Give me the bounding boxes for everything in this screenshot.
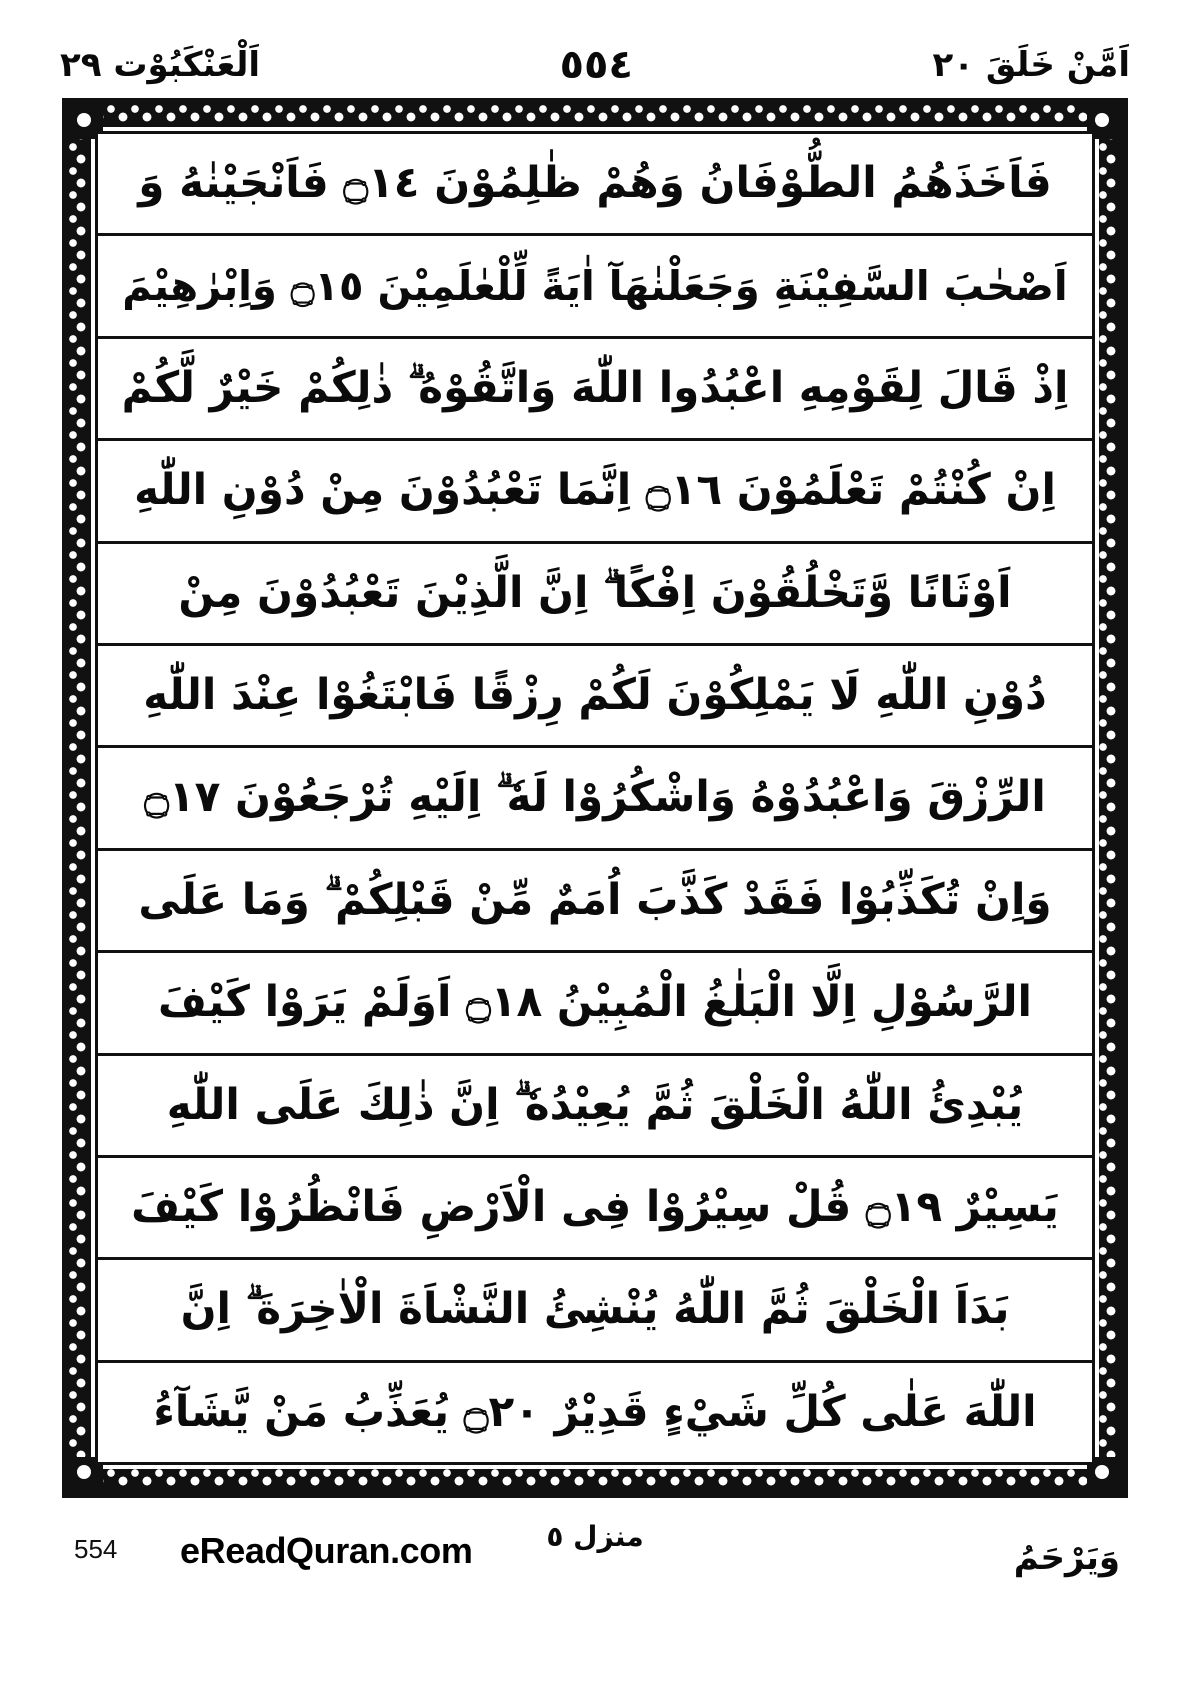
manzil-label: منزل ٥ xyxy=(546,1520,644,1553)
ayah-line xyxy=(98,544,1092,646)
ayah-line xyxy=(98,1260,1092,1362)
ayah-line xyxy=(98,1056,1092,1158)
scallop-motif-icon xyxy=(69,1469,1121,1491)
ayah-text: اِنْ كُنْتُمْ تَعْلَمُوْنَ ۝١٦ اِنَّمَا تَعْبُدُوْنَ مِنْ دُوْنِ اللّٰهِ xyxy=(134,465,1056,516)
ayah-text: وَاِنْ تُكَذِّبُوْا فَقَدْ كَذَّبَ اُمَمٌ مِّنْ قَبْلِكُمْ ۗ وَمَا عَلَى xyxy=(138,874,1052,925)
quran-text-panel xyxy=(95,131,1095,1465)
ayah-line xyxy=(98,339,1092,441)
ayah-text: اِذْ قَالَ لِقَوْمِهِ اعْبُدُوا اللّٰهَ وَاتَّقُوْهُ ۗ ذٰلِكُمْ خَيْرٌ لَّكُمْ xyxy=(121,362,1069,413)
page-footer xyxy=(60,1512,1130,1632)
page-number: 554 xyxy=(74,1534,118,1564)
ayah-text: يُبْدِئُ اللّٰهُ الْخَلْقَ ثُمَّ يُعِيْدُهٗ ۗ اِنَّ ذٰلِكَ عَلَى اللّٰهِ xyxy=(166,1079,1024,1130)
catchword: وَيَرْحَمُ xyxy=(1013,1538,1120,1578)
ayah-line xyxy=(98,441,1092,543)
ayah-text: الرَّسُوْلِ اِلَّا الْبَلٰغُ الْمُبِيْنُ ۝١٨ اَوَلَمْ يَرَوْا كَيْفَ xyxy=(158,977,1032,1028)
ayah-text: دُوْنِ اللّٰهِ لَا يَمْلِكُوْنَ لَكُمْ رِزْقًا فَابْتَغُوْا عِنْدَ اللّٰهِ xyxy=(143,670,1047,721)
border-band-top xyxy=(69,105,1121,127)
ayah-line xyxy=(98,1158,1092,1260)
ayah-text: بَدَاَ الْخَلْقَ ثُمَّ اللّٰهُ يُنْشِئُ النَّشْاَةَ الْاٰخِرَةَ ۗ اِنَّ xyxy=(180,1284,1010,1335)
scallop-motif-icon xyxy=(69,105,1121,127)
site-brand[interactable]: eReadQuran.com xyxy=(180,1530,473,1571)
ayah-line xyxy=(98,851,1092,953)
ayah-text: اللّٰهَ عَلٰى كُلِّ شَيْءٍ قَدِيْرٌ ۝٢٠ يُعَذِّبُ مَنْ يَّشَآءُ xyxy=(153,1386,1037,1437)
border-band-bottom xyxy=(69,1469,1121,1491)
ayah-text: اَوْثَانًا وَّتَخْلُقُوْنَ اِفْكًا ۗ اِنَّ الَّذِيْنَ تَعْبُدُوْنَ مِنْ xyxy=(178,567,1012,618)
border-band-left xyxy=(69,105,91,1491)
ayah-line xyxy=(98,1363,1092,1462)
scallop-motif-icon xyxy=(69,105,91,1491)
border-band-right xyxy=(1099,105,1121,1491)
ayah-line xyxy=(98,236,1092,338)
ayah-line xyxy=(98,646,1092,748)
ayah-text: فَاَخَذَهُمُ الطُّوْفَانُ وَهُمْ ظٰلِمُوْنَ ۝١٤ فَاَنْجَيْنٰهُ وَ xyxy=(138,158,1052,209)
page-header xyxy=(60,38,1130,92)
ayah-line xyxy=(98,748,1092,850)
ayah-line xyxy=(98,953,1092,1055)
surah-label: اَلْعَنْكَبُوْت ٢٩ xyxy=(60,45,260,85)
juz-label: اَمَّنْ خَلَقَ ٢٠ xyxy=(932,45,1130,85)
scallop-motif-icon xyxy=(1099,105,1121,1491)
ayah-text: الرِّزْقَ وَاعْبُدُوْهُ وَاشْكُرُوْا لَهٗ ۗ اِلَيْهِ تُرْجَعُوْنَ ۝١٧ xyxy=(144,772,1046,823)
ayah-text: يَسِيْرٌ ۝١٩ قُلْ سِيْرُوْا فِى الْاَرْضِ فَانْظُرُوْا كَيْفَ xyxy=(131,1182,1059,1233)
ornate-border-frame xyxy=(62,98,1128,1498)
ayah-line xyxy=(98,134,1092,236)
ayah-text: اَصْحٰبَ السَّفِيْنَةِ وَجَعَلْنٰهَآ اٰيَةً لِّلْعٰلَمِيْنَ ۝١٥ وَاِبْرٰهِيْمَ xyxy=(122,261,1068,310)
page-number-arabic: ٥٥٤ xyxy=(559,42,633,88)
